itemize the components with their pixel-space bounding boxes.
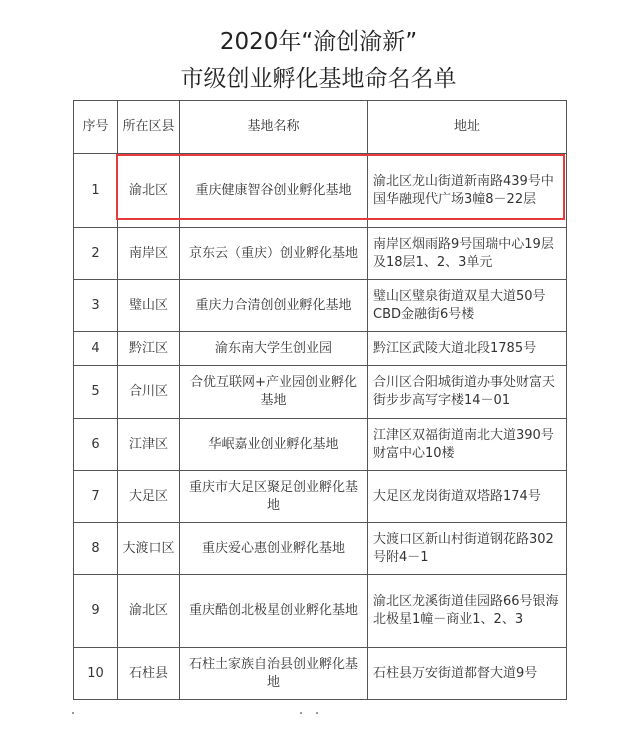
row-base-name: 京东云（重庆）创业孵化基地 bbox=[180, 228, 368, 280]
scan-dot bbox=[72, 712, 74, 714]
table-header-row bbox=[74, 101, 567, 154]
table-row bbox=[74, 154, 567, 228]
row-base-name: 重庆力合清创创业孵化基地 bbox=[180, 280, 368, 332]
row-number: 8 bbox=[74, 523, 118, 575]
row-address: 石柱县万安街道都督大道9号 bbox=[368, 648, 567, 700]
row-base-name: 重庆市大足区聚足创业孵化基地 bbox=[180, 471, 368, 523]
scan-dot bbox=[300, 712, 302, 714]
row-address: 渝北区龙溪街道佳园路66号银海北极星1幢－商业1、2、3 bbox=[368, 575, 567, 648]
row-district: 大足区 bbox=[118, 471, 180, 523]
row-number: 5 bbox=[74, 366, 118, 419]
row-number: 2 bbox=[74, 228, 118, 280]
row-district: 黔江区 bbox=[118, 332, 180, 366]
table-row bbox=[74, 228, 567, 280]
table-row bbox=[74, 280, 567, 332]
table-row bbox=[74, 419, 567, 471]
row-base-name: 石柱土家族自治县创业孵化基地 bbox=[180, 648, 368, 700]
row-district: 璧山区 bbox=[118, 280, 180, 332]
row-address: 合川区合阳城街道办事处财富天街步步高写字楼14－01 bbox=[368, 366, 567, 419]
row-number: 9 bbox=[74, 575, 118, 648]
row-address: 南岸区烟雨路9号国瑞中心19层及18层1、2、3单元 bbox=[368, 228, 567, 280]
row-address: 黔江区武陵大道北段1785号 bbox=[368, 332, 567, 366]
table-row bbox=[74, 366, 567, 419]
row-base-name: 华岷嘉业创业孵化基地 bbox=[180, 419, 368, 471]
header-district: 所在区县 bbox=[118, 101, 180, 154]
table-row bbox=[74, 471, 567, 523]
row-number: 10 bbox=[74, 648, 118, 700]
row-base-name: 重庆健康智谷创业孵化基地 bbox=[180, 154, 368, 228]
row-base-name: 重庆酷创北极星创业孵化基地 bbox=[180, 575, 368, 648]
row-district: 大渡口区 bbox=[118, 523, 180, 575]
row-district: 渝北区 bbox=[118, 154, 180, 228]
row-address: 江津区双福街道南北大道390号财富中心10楼 bbox=[368, 419, 567, 471]
row-number: 6 bbox=[74, 419, 118, 471]
row-number: 1 bbox=[74, 154, 118, 228]
row-base-name: 重庆爱心惠创业孵化基地 bbox=[180, 523, 368, 575]
row-base-name: 合优互联网+产业园创业孵化基地 bbox=[180, 366, 368, 419]
row-address: 大渡口区新山村街道钢花路302号附4－1 bbox=[368, 523, 567, 575]
row-district: 石柱县 bbox=[118, 648, 180, 700]
row-number: 4 bbox=[74, 332, 118, 366]
table-row bbox=[74, 575, 567, 648]
table-row bbox=[74, 523, 567, 575]
row-number: 3 bbox=[74, 280, 118, 332]
row-address: 渝北区龙山街道新南路439号中国华融现代广场3幢8－22层 bbox=[368, 154, 567, 228]
page-title-line2: 市级创业孵化基地命名名单 bbox=[180, 66, 457, 92]
incubator-list-table bbox=[73, 100, 567, 700]
page-title-line1: 2020年“渝创渝新” bbox=[219, 29, 418, 55]
row-number: 7 bbox=[74, 471, 118, 523]
row-base-name: 渝东南大学生创业园 bbox=[180, 332, 368, 366]
row-district: 江津区 bbox=[118, 419, 180, 471]
row-district: 南岸区 bbox=[118, 228, 180, 280]
header-number: 序号 bbox=[74, 101, 118, 154]
row-district: 渝北区 bbox=[118, 575, 180, 648]
row-address: 大足区龙岗街道双塔路174号 bbox=[368, 471, 567, 523]
table-row bbox=[74, 332, 567, 366]
row-district: 合川区 bbox=[118, 366, 180, 419]
row-address: 璧山区璧泉街道双星大道50号CBD金融街6号楼 bbox=[368, 280, 567, 332]
scan-dot bbox=[316, 712, 318, 714]
header-address: 地址 bbox=[368, 101, 567, 154]
table-row bbox=[74, 648, 567, 700]
header-base-name: 基地名称 bbox=[180, 101, 368, 154]
